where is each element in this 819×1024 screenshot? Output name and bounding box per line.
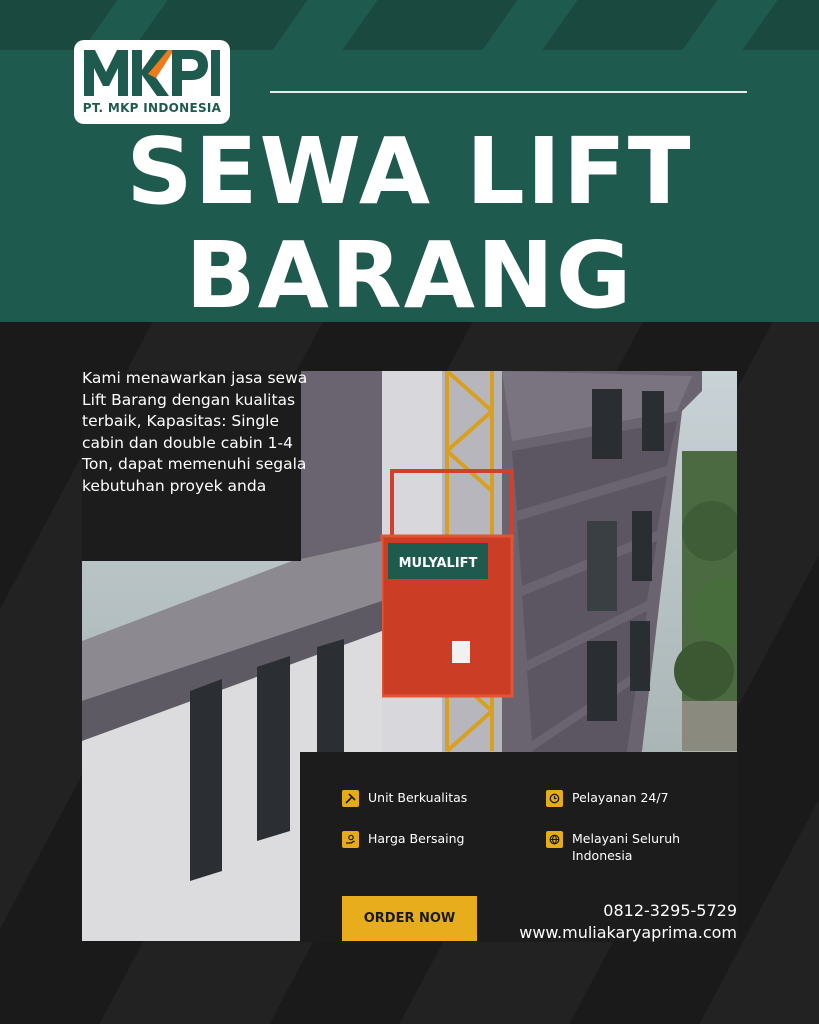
order-now-button[interactable]: ORDER NOW: [342, 896, 477, 941]
feature-label: Harga Bersaing: [368, 831, 465, 846]
globe-icon: [546, 831, 563, 848]
hand-money-icon: [342, 831, 359, 848]
company-logo: [74, 40, 230, 124]
tools-icon: [342, 790, 359, 807]
phone-number[interactable]: 0812-3295-5729: [603, 901, 737, 920]
lift-sign-text: MULYALIFT: [398, 556, 478, 571]
page-title-line1: SEWA LIFT: [126, 118, 693, 225]
intro-text: Kami menawarkan jasa sewa Lift Barang dengan kualitas terbaik, Kapasitas: Single cabin dan double cabin 1-4 Ton, dapat memenuhi segala kebutuhan proyek anda: [82, 369, 308, 495]
page-title-line2: BARANG: [185, 222, 634, 322]
feature-label: Melayani Seluruh Indonesia: [572, 831, 681, 863]
website-link[interactable]: www.muliakaryaprima.com: [519, 923, 737, 942]
header-divider: [270, 91, 747, 93]
decor-stripe: [342, 0, 517, 50]
clock-icon: [546, 790, 563, 807]
feature-label: Unit Berkualitas: [368, 790, 468, 805]
decor-stripe: [742, 0, 819, 50]
header-section: [0, 0, 819, 322]
decor-stripe: [542, 0, 717, 50]
logo-mark-icon: [82, 44, 222, 100]
logo-subtitle: PT. MKP INDONESIA: [82, 101, 222, 115]
feature-item: [546, 789, 669, 807]
feature-item: [342, 789, 467, 807]
feature-item: [546, 830, 706, 864]
feature-item: [342, 830, 464, 848]
feature-label: Pelayanan 24/7: [572, 790, 669, 805]
